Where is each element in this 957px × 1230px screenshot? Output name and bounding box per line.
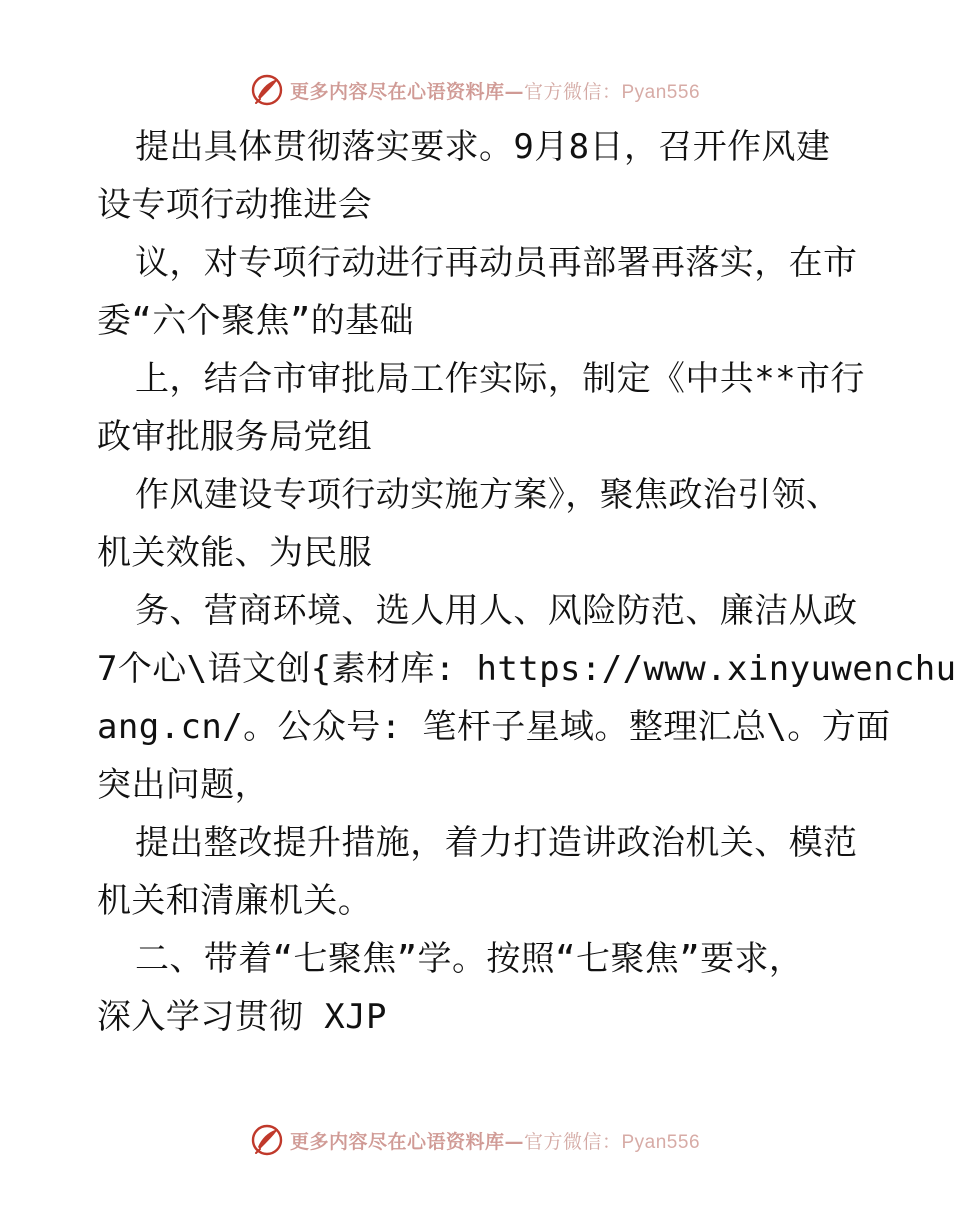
header-watermark-text: 更多内容尽在心语资料库—官方微信：Pyan556 <box>289 80 701 103</box>
paragraph-line: 提出整改提升措施，着力打造讲政治机关、模范 <box>135 823 858 863</box>
paragraph-line: 机关和清廉机关。 <box>97 881 373 921</box>
paragraph-line: 提出具体贯彻落实要求。9月8日，召开作风建 <box>135 127 831 167</box>
paragraph-line: 二、带着“七聚焦”学。按照“七聚焦”要求， <box>135 939 804 979</box>
paragraph-line: 设专项行动推进会 <box>97 185 373 225</box>
paragraph-line: 务、营商环境、选人用人、风险防范、廉洁从政 <box>135 591 858 631</box>
paragraph-line: 政审批服务局党组 <box>97 417 373 457</box>
paragraph-line: 议，对专项行动进行再动员再部署再落实，在市 <box>135 243 858 283</box>
document-body <box>97 118 957 1046</box>
footer-watermark-text: 更多内容尽在心语资料库—官方微信：Pyan556 <box>289 1130 701 1153</box>
paragraph-line: 委“六个聚焦”的基础 <box>97 301 414 341</box>
paragraph-line: ang.cn/。公众号: 笔杆子星域。整理汇总\。方面 <box>97 707 891 747</box>
paragraph-line: 机关效能、为民服 <box>97 533 373 573</box>
header-watermark-banner <box>0 70 950 110</box>
quill-logo-icon <box>250 73 284 107</box>
paragraph-line: 作风建设专项行动实施方案》，聚焦政治引领、 <box>135 475 841 515</box>
paragraph-line: 深入学习贯彻 XJP <box>97 997 387 1037</box>
paragraph-line: 突出问题， <box>97 765 269 805</box>
quill-logo-icon <box>250 1123 284 1157</box>
paragraph-line: 7个心\语文创{素材库: https://www.xinyuwenchu <box>97 649 957 689</box>
footer-watermark-banner <box>0 1120 950 1160</box>
paragraph-line: 上，结合市审批局工作实际，制定《中共**市行 <box>135 359 865 399</box>
